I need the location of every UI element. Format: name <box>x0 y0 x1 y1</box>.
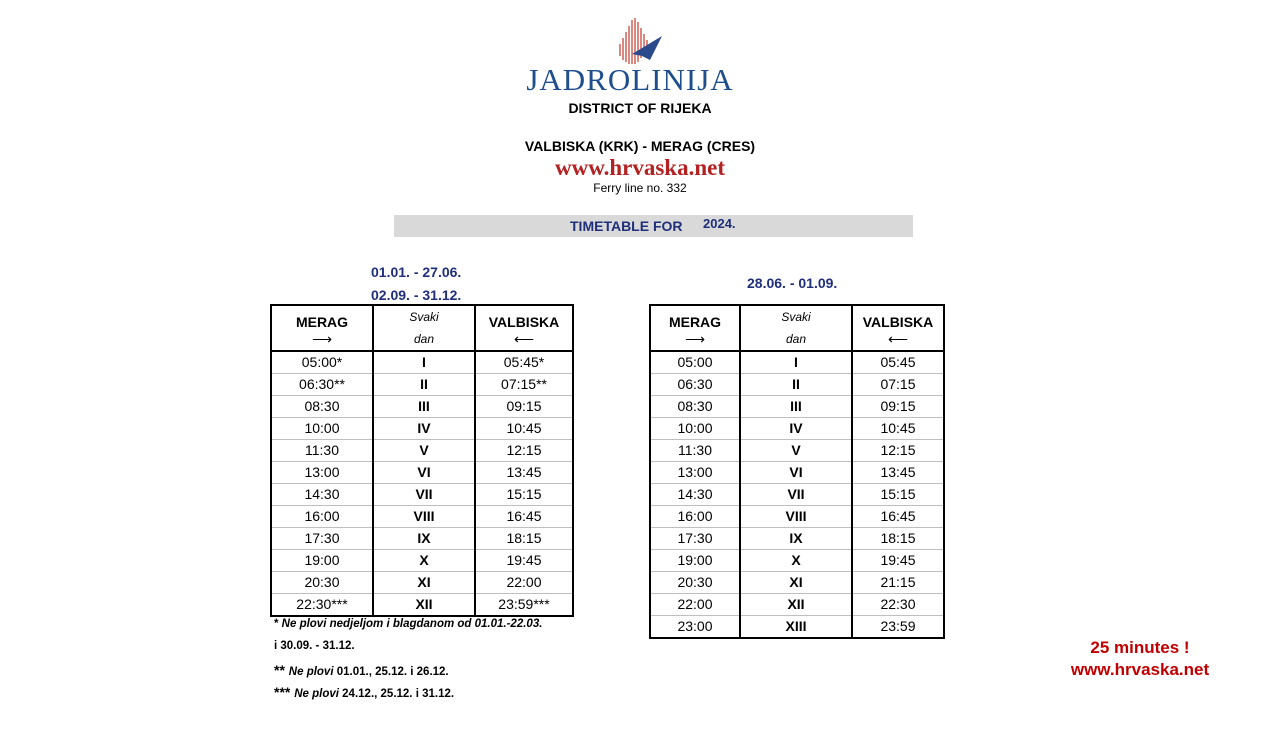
table-row <box>650 616 944 639</box>
sailing-number-cell: I <box>373 351 475 374</box>
merag-departure-cell: 16:00 <box>650 506 740 528</box>
merag-label: MERAG <box>295 314 349 330</box>
brand-name: JADROLINIJA <box>526 62 734 97</box>
sailing-number-cell: XIII <box>740 616 852 639</box>
merag-departure-cell: 13:00 <box>271 462 373 484</box>
duration-promo: 25 minutes ! <box>1090 638 1190 657</box>
table-row <box>271 506 573 528</box>
valbiska-departure-cell: 22:30 <box>852 594 944 616</box>
valbiska-departure-cell: 13:45 <box>852 462 944 484</box>
note-1-continued: i 30.09. - 31.12. <box>274 640 355 652</box>
valbiska-departure-cell: 19:45 <box>475 550 573 572</box>
table-row <box>271 528 573 550</box>
merag-departure-cell: 16:00 <box>271 506 373 528</box>
merag-departure-cell: 08:30 <box>650 396 740 418</box>
sailing-number-cell: II <box>373 374 475 396</box>
merag-departure-cell: 17:30 <box>271 528 373 550</box>
valbiska-departure-cell: 15:15 <box>475 484 573 506</box>
valbiska-departure-cell: 16:45 <box>475 506 573 528</box>
dan-label: dan <box>413 332 435 346</box>
table-row <box>650 594 944 616</box>
valbiska-departure-cell: 23:59*** <box>475 594 573 617</box>
table-header-row <box>271 305 573 351</box>
valbiska-departure-cell: 19:45 <box>852 550 944 572</box>
svaki-dan-header <box>740 305 852 351</box>
note-3-text: Ne plovi <box>294 688 339 700</box>
sailing-number-cell: VII <box>740 484 852 506</box>
note-2-mark: ** <box>274 662 289 678</box>
sailing-number-cell: IV <box>373 418 475 440</box>
timetable-table-1 <box>270 304 574 617</box>
timetable-label: TIMETABLE FOR <box>570 218 683 234</box>
merag-departure-cell: 17:30 <box>650 528 740 550</box>
merag-departure-cell: 05:00 <box>650 351 740 374</box>
merag-departure-cell: 22:30*** <box>271 594 373 617</box>
sailing-number-cell: XII <box>740 594 852 616</box>
table-row <box>650 550 944 572</box>
table-row <box>650 528 944 550</box>
table-row <box>650 462 944 484</box>
sailing-number-cell: III <box>740 396 852 418</box>
note-3-dates: 24.12., 25.12. i 31.12. <box>338 688 455 700</box>
valbiska-departure-cell: 09:15 <box>475 396 573 418</box>
svaki-label: Svaki <box>781 310 811 324</box>
valbiska-label: VALBISKA <box>488 314 560 330</box>
note-2-dates: 01.01., 25.12. i 26.12. <box>333 666 449 678</box>
sailing-number-cell: II <box>740 374 852 396</box>
merag-departure-cell: 22:00 <box>650 594 740 616</box>
note-1-mark: * <box>274 618 282 630</box>
sailing-number-cell: III <box>373 396 475 418</box>
table-row <box>271 396 573 418</box>
table-row <box>271 440 573 462</box>
table-row <box>271 484 573 506</box>
sailing-number-cell: V <box>373 440 475 462</box>
note-3-mark: *** <box>274 684 295 700</box>
sailing-number-cell: VIII <box>740 506 852 528</box>
sailing-number-cell: XII <box>373 594 475 617</box>
table-row <box>271 550 573 572</box>
merag-header <box>271 305 373 351</box>
merag-departure-cell: 10:00 <box>650 418 740 440</box>
valbiska-departure-cell: 15:15 <box>852 484 944 506</box>
valbiska-departure-cell: 07:15 <box>852 374 944 396</box>
route-title: VALBISKA (KRK) - MERAG (CRES) <box>524 138 756 154</box>
merag-departure-cell: 08:30 <box>271 396 373 418</box>
valbiska-departure-cell: 22:00 <box>475 572 573 594</box>
merag-departure-cell: 11:30 <box>271 440 373 462</box>
valbiska-departure-cell: 21:15 <box>852 572 944 594</box>
merag-header <box>650 305 740 351</box>
merag-departure-cell: 19:00 <box>271 550 373 572</box>
merag-departure-cell: 14:30 <box>271 484 373 506</box>
svaki-dan-header <box>373 305 475 351</box>
note-1-text: Ne plovi nedjeljom i blagdanom od 01.01.-22.03. <box>281 618 543 630</box>
valbiska-header <box>475 305 573 351</box>
merag-departure-cell: 06:30** <box>271 374 373 396</box>
valbiska-departure-cell: 09:15 <box>852 396 944 418</box>
website-watermark[interactable]: www.hrvaska.net <box>555 155 725 180</box>
timetable-table-2 <box>649 304 945 639</box>
table-row <box>271 572 573 594</box>
note-1 <box>274 618 542 630</box>
sailing-number-cell: XI <box>740 572 852 594</box>
table-row <box>271 374 573 396</box>
sailing-number-cell: IV <box>740 418 852 440</box>
arrow-right-icon: ⟶ <box>311 331 333 347</box>
table-row <box>650 572 944 594</box>
merag-departure-cell: 10:00 <box>271 418 373 440</box>
valbiska-departure-cell: 12:15 <box>852 440 944 462</box>
table-header-row <box>650 305 944 351</box>
note-2-text: Ne plovi <box>288 666 334 678</box>
valbiska-departure-cell: 05:45 <box>852 351 944 374</box>
valbiska-departure-cell: 18:15 <box>475 528 573 550</box>
sailing-number-cell: VI <box>740 462 852 484</box>
merag-departure-cell: 19:00 <box>650 550 740 572</box>
sailing-number-cell: X <box>740 550 852 572</box>
table1-period-line2: 02.09. - 31.12. <box>371 287 462 303</box>
note-3 <box>274 684 454 700</box>
valbiska-departure-cell: 05:45* <box>475 351 573 374</box>
valbiska-departure-cell: 07:15** <box>475 374 573 396</box>
table2-period: 28.06. - 01.09. <box>747 275 838 291</box>
sailing-number-cell: IX <box>373 528 475 550</box>
merag-departure-cell: 06:30 <box>650 374 740 396</box>
sailing-number-cell: XI <box>373 572 475 594</box>
merag-departure-cell: 14:30 <box>650 484 740 506</box>
valbiska-departure-cell: 10:45 <box>475 418 573 440</box>
valbiska-departure-cell: 23:59 <box>852 616 944 639</box>
district-title: DISTRICT OF RIJEKA <box>568 100 712 116</box>
valbiska-departure-cell: 10:45 <box>852 418 944 440</box>
table1-period-line1: 01.01. - 27.06. <box>371 264 462 280</box>
promo-website-link[interactable]: www.hrvaska.net <box>1070 660 1210 679</box>
table-row <box>650 418 944 440</box>
timetable-year: 2024. <box>703 216 736 231</box>
sailing-number-cell: IX <box>740 528 852 550</box>
merag-departure-cell: 05:00* <box>271 351 373 374</box>
svaki-label: Svaki <box>409 310 439 324</box>
sailing-number-cell: V <box>740 440 852 462</box>
merag-departure-cell: 11:30 <box>650 440 740 462</box>
note-2 <box>274 662 449 678</box>
valbiska-label: VALBISKA <box>862 314 934 330</box>
table-row <box>650 506 944 528</box>
merag-label: MERAG <box>668 314 722 330</box>
merag-departure-cell: 23:00 <box>650 616 740 639</box>
table-row <box>271 418 573 440</box>
sailing-number-cell: VIII <box>373 506 475 528</box>
arrow-right-icon: ⟶ <box>684 331 706 347</box>
table-row <box>650 440 944 462</box>
merag-departure-cell: 20:30 <box>271 572 373 594</box>
sailing-number-cell: I <box>740 351 852 374</box>
table-row <box>650 351 944 374</box>
merag-departure-cell: 13:00 <box>650 462 740 484</box>
valbiska-departure-cell: 12:15 <box>475 440 573 462</box>
dan-label: dan <box>785 332 807 346</box>
table-row <box>650 396 944 418</box>
valbiska-departure-cell: 18:15 <box>852 528 944 550</box>
table-row <box>271 351 573 374</box>
arrow-left-icon: ⟵ <box>887 331 909 347</box>
table-row <box>650 484 944 506</box>
table-row <box>271 594 573 617</box>
sailing-number-cell: VI <box>373 462 475 484</box>
sailing-number-cell: VII <box>373 484 475 506</box>
valbiska-departure-cell: 16:45 <box>852 506 944 528</box>
ferry-line-number: Ferry line no. 332 <box>593 181 687 195</box>
valbiska-header <box>852 305 944 351</box>
arrow-left-icon: ⟵ <box>513 331 535 347</box>
sailing-number-cell: X <box>373 550 475 572</box>
merag-departure-cell: 20:30 <box>650 572 740 594</box>
valbiska-departure-cell: 13:45 <box>475 462 573 484</box>
table-row <box>271 462 573 484</box>
table-row <box>650 374 944 396</box>
